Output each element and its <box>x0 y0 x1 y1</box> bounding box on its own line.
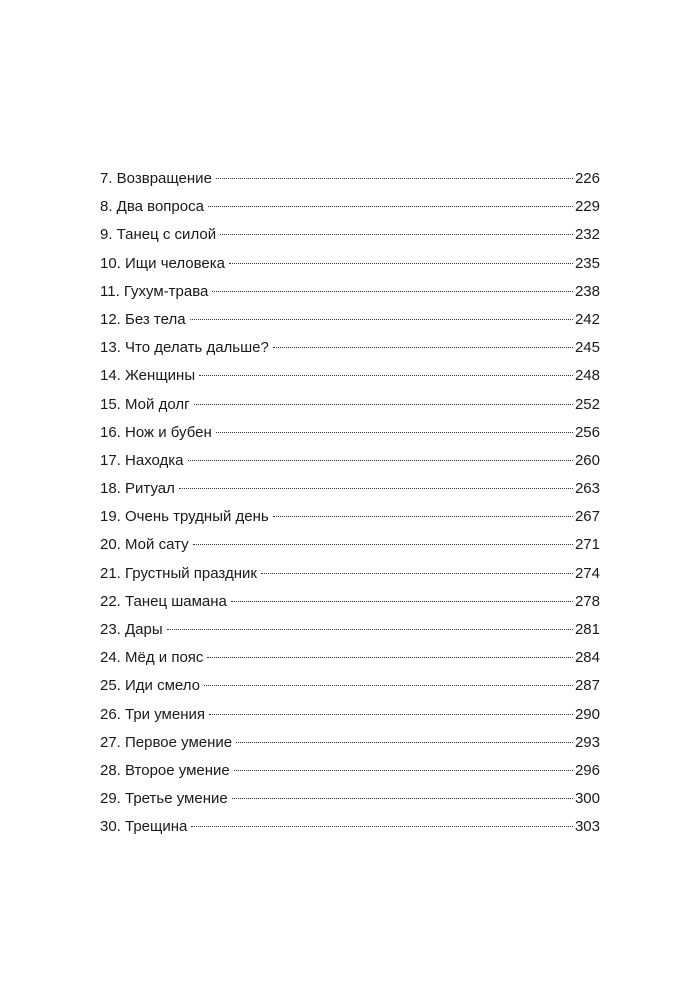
toc-entry-title: 11. Гухум-трава <box>100 282 209 300</box>
toc-entry-title: 10. Ищи человека <box>100 254 225 272</box>
dot-leader <box>207 657 573 658</box>
toc-entry <box>100 757 600 785</box>
dot-leader <box>216 178 573 179</box>
toc-entry-title: 16. Нож и бубен <box>100 423 212 441</box>
dot-leader <box>261 573 573 574</box>
toc-entry-title: 27. Первое умение <box>100 733 233 751</box>
dot-leader <box>212 291 573 292</box>
toc-entry <box>100 447 600 475</box>
toc-entry-title: 23. Дары <box>100 621 163 638</box>
toc-entry-page-number: 287 <box>574 677 600 695</box>
toc-entry-title: 14. Женщины <box>100 367 196 385</box>
dot-leader <box>220 234 573 235</box>
toc-entry-page-number: 232 <box>574 226 600 244</box>
toc-entry <box>100 785 600 813</box>
dot-leader <box>167 629 573 630</box>
dot-leader <box>179 488 573 489</box>
table-of-contents <box>100 165 600 842</box>
toc-entry <box>100 672 600 700</box>
toc-entry-title: 28. Второе умение <box>100 761 230 779</box>
toc-entry-page-number: 278 <box>574 592 600 610</box>
toc-entry <box>100 221 600 249</box>
dot-leader <box>236 742 573 743</box>
toc-entry-title: 26. Три умения <box>100 705 205 723</box>
dot-leader <box>273 347 573 348</box>
dot-leader <box>188 460 573 461</box>
toc-entry-title: 24. Мёд и пояс <box>100 649 204 667</box>
toc-entry <box>100 165 600 193</box>
toc-entry-page-number: 296 <box>574 761 600 779</box>
toc-entry-page-number: 229 <box>574 198 600 216</box>
toc-entry-page-number: 271 <box>574 536 600 554</box>
dot-leader <box>229 263 573 264</box>
toc-entry-page-number: 274 <box>574 564 600 582</box>
toc-entry-title: 20. Мой сату <box>100 536 189 554</box>
toc-entry <box>100 531 600 559</box>
toc-entry <box>100 250 600 278</box>
toc-entry-title: 29. Третье умение <box>100 790 228 808</box>
toc-entry <box>100 813 600 841</box>
toc-entry <box>100 306 600 334</box>
toc-entry <box>100 729 600 757</box>
toc-entry <box>100 278 600 306</box>
toc-entry <box>100 616 600 644</box>
toc-entry-page-number: 248 <box>574 367 600 385</box>
toc-entry <box>100 503 600 531</box>
toc-entry-page-number: 260 <box>574 451 600 469</box>
toc-entry-title: 17. Находка <box>100 451 184 469</box>
dot-leader <box>191 826 573 827</box>
toc-entry-page-number: 284 <box>574 649 600 667</box>
toc-entry-page-number: 303 <box>574 818 600 836</box>
toc-entry <box>100 644 600 672</box>
toc-entry-title: 18. Ритуал <box>100 480 175 498</box>
toc-entry <box>100 391 600 419</box>
toc-entry <box>100 419 600 447</box>
dot-leader <box>232 798 573 799</box>
toc-entry-page-number: 226 <box>574 170 600 187</box>
dot-leader <box>208 206 573 207</box>
toc-entry-title: 15. Мой долг <box>100 395 190 413</box>
toc-entry <box>100 701 600 729</box>
dot-leader <box>216 432 573 433</box>
toc-entry <box>100 362 600 390</box>
dot-leader <box>273 516 573 517</box>
toc-entry-title: 22. Танец шамана <box>100 592 227 610</box>
toc-entry-title: 30. Трещина <box>100 818 188 836</box>
dot-leader <box>204 685 573 686</box>
toc-entry-title: 25. Иди смело <box>100 677 201 695</box>
toc-entry-page-number: 300 <box>574 790 600 808</box>
toc-entry-page-number: 290 <box>574 705 600 723</box>
toc-entry-page-number: 267 <box>574 508 600 526</box>
toc-entry-title: 13. Что делать дальше? <box>100 339 269 357</box>
toc-entry <box>100 475 600 503</box>
toc-entry-page-number: 252 <box>574 395 600 413</box>
toc-entry-title: 21. Грустный праздник <box>100 564 257 582</box>
toc-entry-page-number: 238 <box>574 282 600 300</box>
toc-entry-page-number: 245 <box>574 339 600 357</box>
toc-entry-page-number: 263 <box>574 480 600 498</box>
toc-entry-title: 19. Очень трудный день <box>100 508 269 526</box>
dot-leader <box>231 601 573 602</box>
toc-entry-title: 7. Возвращение <box>100 170 212 187</box>
toc-entry <box>100 334 600 362</box>
toc-entry <box>100 193 600 221</box>
toc-entry-title: 9. Танец с силой <box>100 226 217 244</box>
toc-entry-page-number: 281 <box>574 621 600 638</box>
toc-entry-page-number: 235 <box>574 254 600 272</box>
toc-entry <box>100 560 600 588</box>
toc-entry-page-number: 242 <box>574 310 600 328</box>
toc-entry-page-number: 256 <box>574 423 600 441</box>
toc-entry-page-number: 293 <box>574 733 600 751</box>
dot-leader <box>193 544 573 545</box>
dot-leader <box>199 375 573 376</box>
dot-leader <box>190 319 573 320</box>
toc-entry <box>100 588 600 616</box>
dot-leader <box>209 714 573 715</box>
toc-entry-title: 12. Без тела <box>100 310 186 328</box>
dot-leader <box>234 770 573 771</box>
dot-leader <box>194 404 573 405</box>
toc-entry-title: 8. Два вопроса <box>100 198 204 216</box>
